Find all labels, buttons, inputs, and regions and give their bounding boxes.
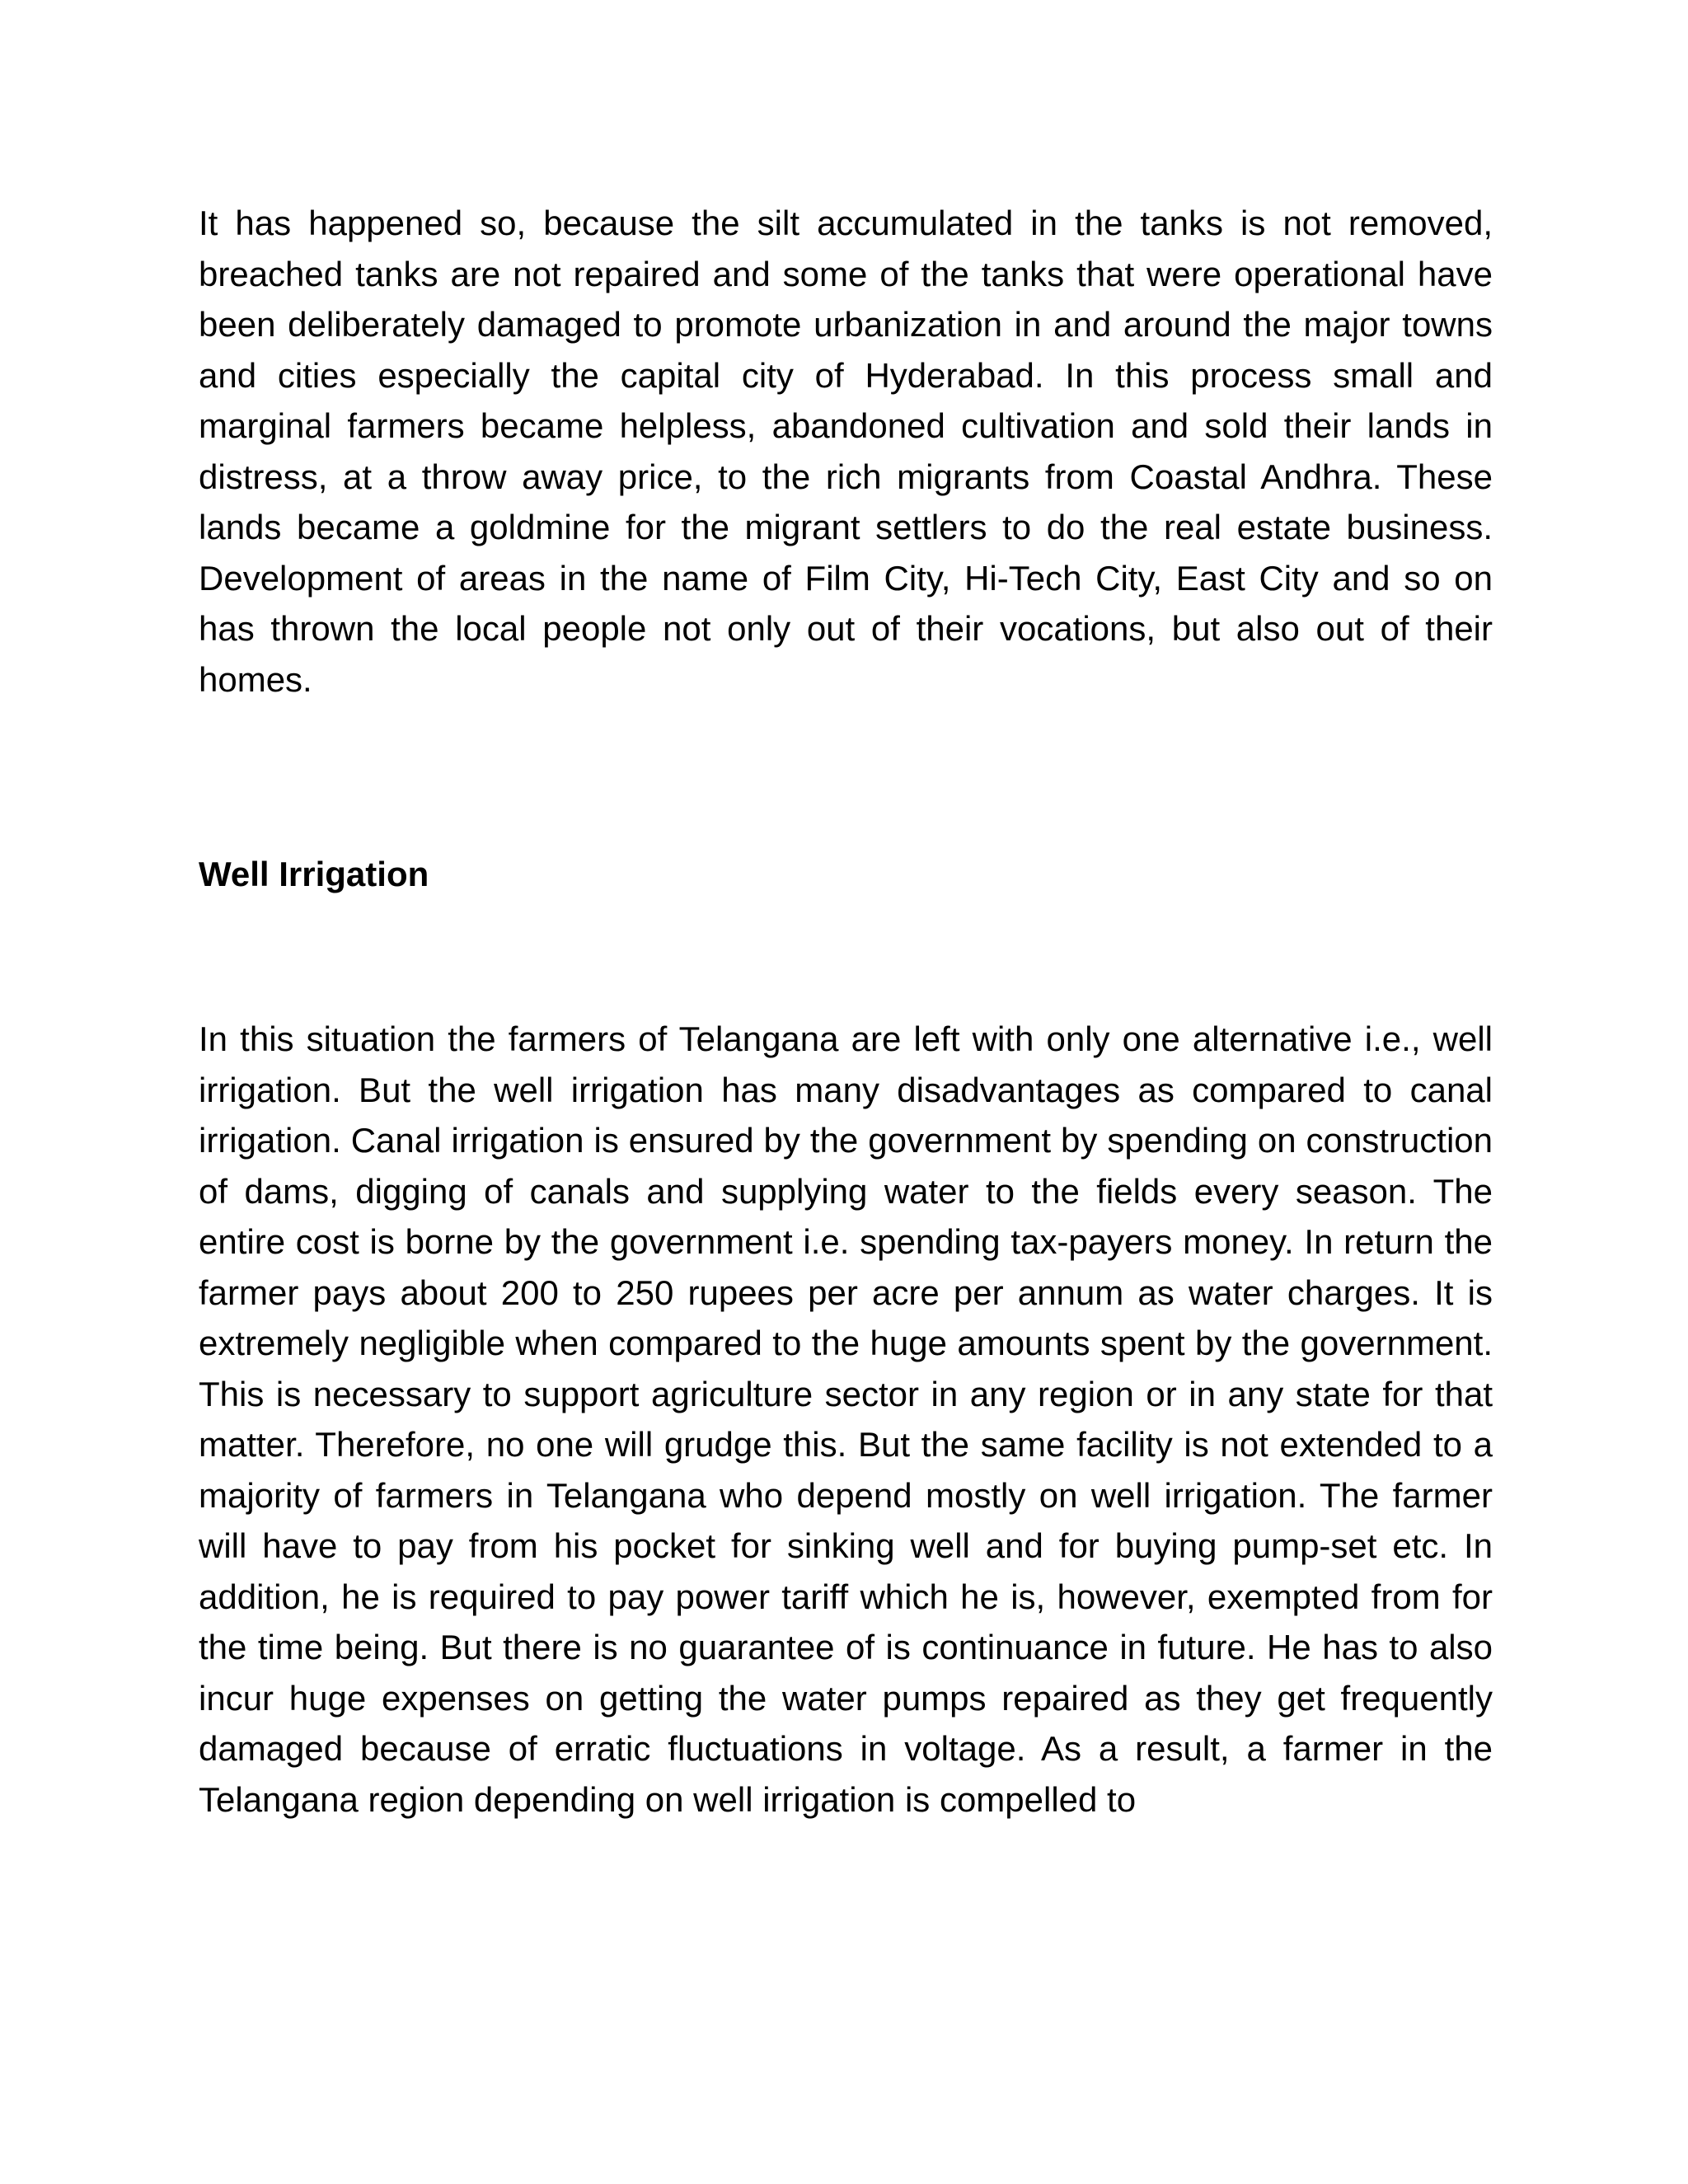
section-heading: Well Irrigation [199,855,429,893]
body-paragraph: In this situation the farmers of Telangana are left with only one alternative i.e., well irrigation. But the well irrigation has many disadvantages as compared to canal irrigation. Canal irrigation is ensured by the government by spending on construction of dams, digging of canals and supplying water to the fields every season. The entire cost is borne by the government i.e. spending tax-payers money. In return the farmer pays about 200 to 250 rupees per acre per annum as water charges. It is extremely negligible when compared to the huge amounts spent by the government. This is necessary to support agriculture sector in any region or in any state for that matter. Therefore, no one will grudge this. But the same facility is not extended to a majority of farmers in Telangana who depend mostly on well irrigation. The farmer will have to pay from his pocket for sinking well and for buying pump-set etc. In addition, he is required to pay power tariff which he is, however, exempted from for the time being. But there is no guarantee of is continuance in future. He has to also incur huge expenses on getting the water pumps repaired as they get frequently damaged because of erratic fluctuations in voltage. As a result, a farmer in the Telangana region depending on well irrigation is compelled to [199,1019,1493,1819]
body-paragraph: It has happened so, because the silt accumulated in the tanks is not removed, breached tanks are not repaired and some of the tanks that were operational have been deliberately damaged to promote urbanization in and around the major towns and cities especially the capital city of Hyderabad. In this process small and marginal farmers became helpless, abandoned cultivation and sold their lands in distress, at a throw away price, to the rich migrants from Coastal Andhra. These lands became a goldmine for the migrant settlers to do the real estate business. Development of areas in the name of Film City, Hi-Tech City, East City and so on has thrown the local people not only out of their vocations, but also out of their homes. [199,204,1493,699]
